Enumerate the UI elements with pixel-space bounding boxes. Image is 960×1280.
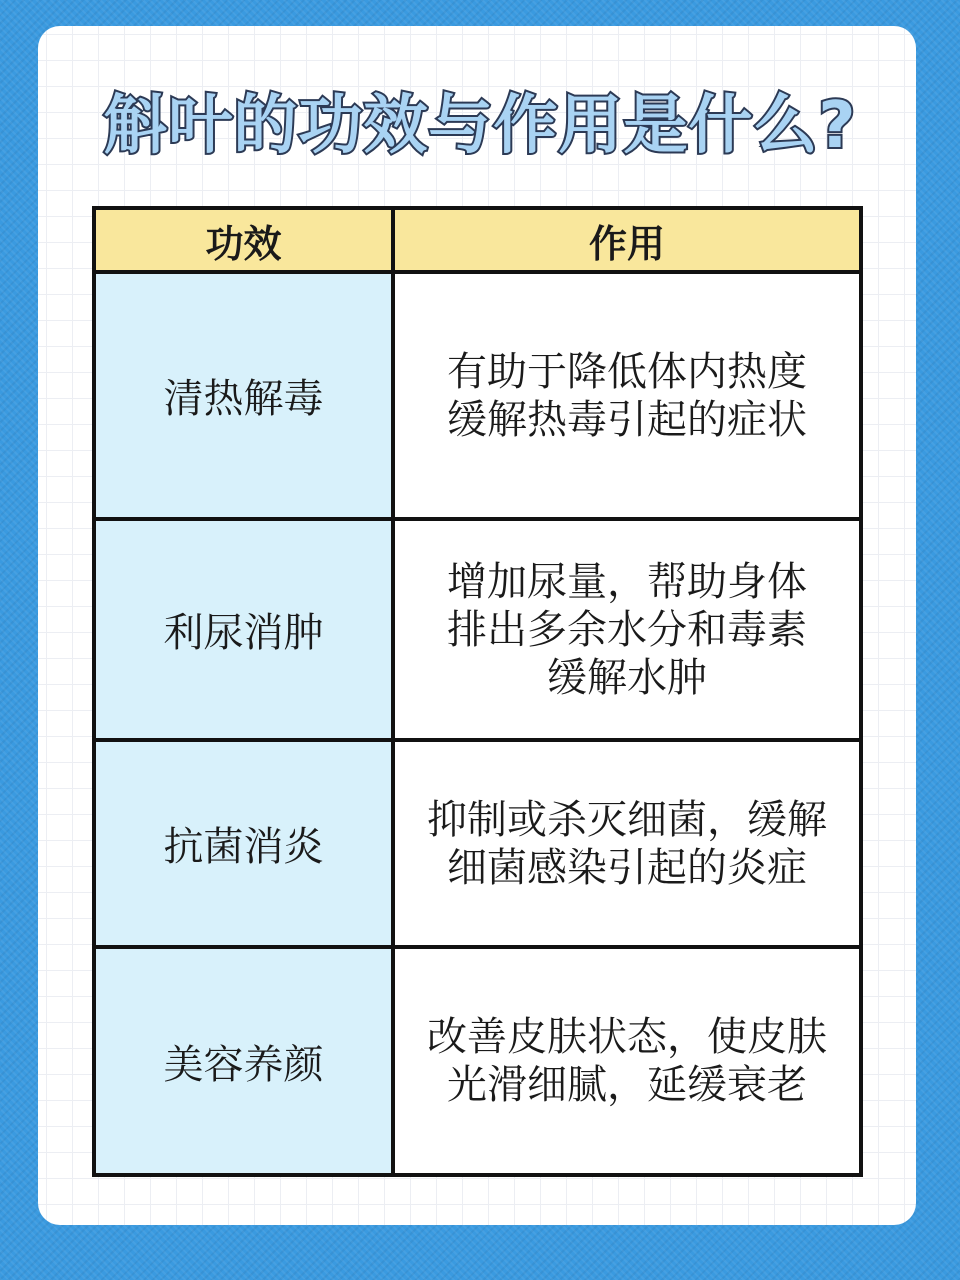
header-use: 作用 xyxy=(393,208,861,272)
use-cell xyxy=(393,272,861,519)
use-line: 增加尿量，帮助身体 xyxy=(447,558,807,605)
page-title: 斛叶的功效与作用是什么? xyxy=(103,89,857,163)
use-cell xyxy=(393,947,861,1175)
effects-table xyxy=(92,206,863,1177)
table-row xyxy=(94,947,861,1175)
use-line: 有助于降低体内热度 xyxy=(447,348,807,395)
effect-cell: 美容养颜 xyxy=(94,947,393,1175)
use-line: 抑制或杀灭细菌，缓解 xyxy=(427,796,827,843)
use-line: 缓解水肿 xyxy=(547,654,707,701)
use-line: 改善皮肤状态，使皮肤 xyxy=(427,1014,827,1060)
effect-cell: 利尿消肿 xyxy=(94,519,393,740)
table-header-row xyxy=(94,208,861,272)
table-row xyxy=(94,519,861,740)
use-cell xyxy=(393,740,861,947)
effect-cell: 抗菌消炎 xyxy=(94,740,393,947)
use-line: 细菌感染引起的炎症 xyxy=(447,844,807,891)
use-line: 光滑细腻，延缓衰老 xyxy=(447,1062,807,1108)
use-line: 缓解热毒引起的症状 xyxy=(447,396,807,443)
use-cell xyxy=(393,519,861,740)
use-line: 排出多余水分和毒素 xyxy=(447,606,807,653)
header-effect: 功效 xyxy=(94,208,393,272)
effect-cell: 清热解毒 xyxy=(94,272,393,519)
table-row xyxy=(94,740,861,947)
table-row xyxy=(94,272,861,519)
